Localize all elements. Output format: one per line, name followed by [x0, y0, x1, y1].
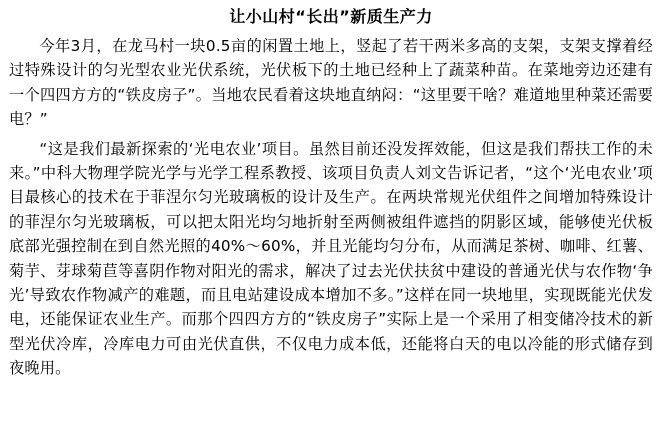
article-title: 让小山村“长出”新质生产力 [229, 7, 433, 26]
paragraph-1: 今年3月，在龙马村一块0.5亩的闲置土地上，竖起了若干两米多高的支架，支架支撑着经过特殊设计的匀光型农业光伏系统，光伏板下的土地已经种上了蔬菜种苗。在菜地旁边还建有一个四四方方的“铁皮房子”。当地农民看着这块地直纳闷：“这里要干啥？难道地里种菜还需要电？” [9, 37, 653, 129]
paragraph-2: “这是我们最新探索的‘光电农业’项目。虽然目前还没发挥效能，但这是我们帮扶工作的未来。”中科大物理学院光学与光学工程系教授、该项目负责人刘文告诉记者，“这个‘光电农业’项目最核心的技术在于菲涅尔匀光玻璃板的设计及生产。在两块常规光伏组件之间增加特殊设计的菲涅尔匀光玻璃板，可以把太阳光均匀地折射至两侧被组件遮挡的阴影区域，能够使光伏板底部光强控制在到自然光照的40%～60%，并且光能均匀分布，从而满足茶树、咖啡、红薯、菊芋、芽球菊苣等喜阴作物对阳光的需求，解决了过去光伏扶贫中建设的普通光伏与农作物‘争光’导致农作物减产的难题，而且电站建设成本增加不多。”这样在同一块地里，实现既能光伏发电，还能保证农业生产。而那个四四方方的“铁皮房子”实际上是一个采用了相变储冷技术的新型光伏冷库，冷库电力可由光伏直供，不仅电力成本低，还能将白天的电以冷能的形式储存到夜晚用。 [9, 139, 653, 378]
